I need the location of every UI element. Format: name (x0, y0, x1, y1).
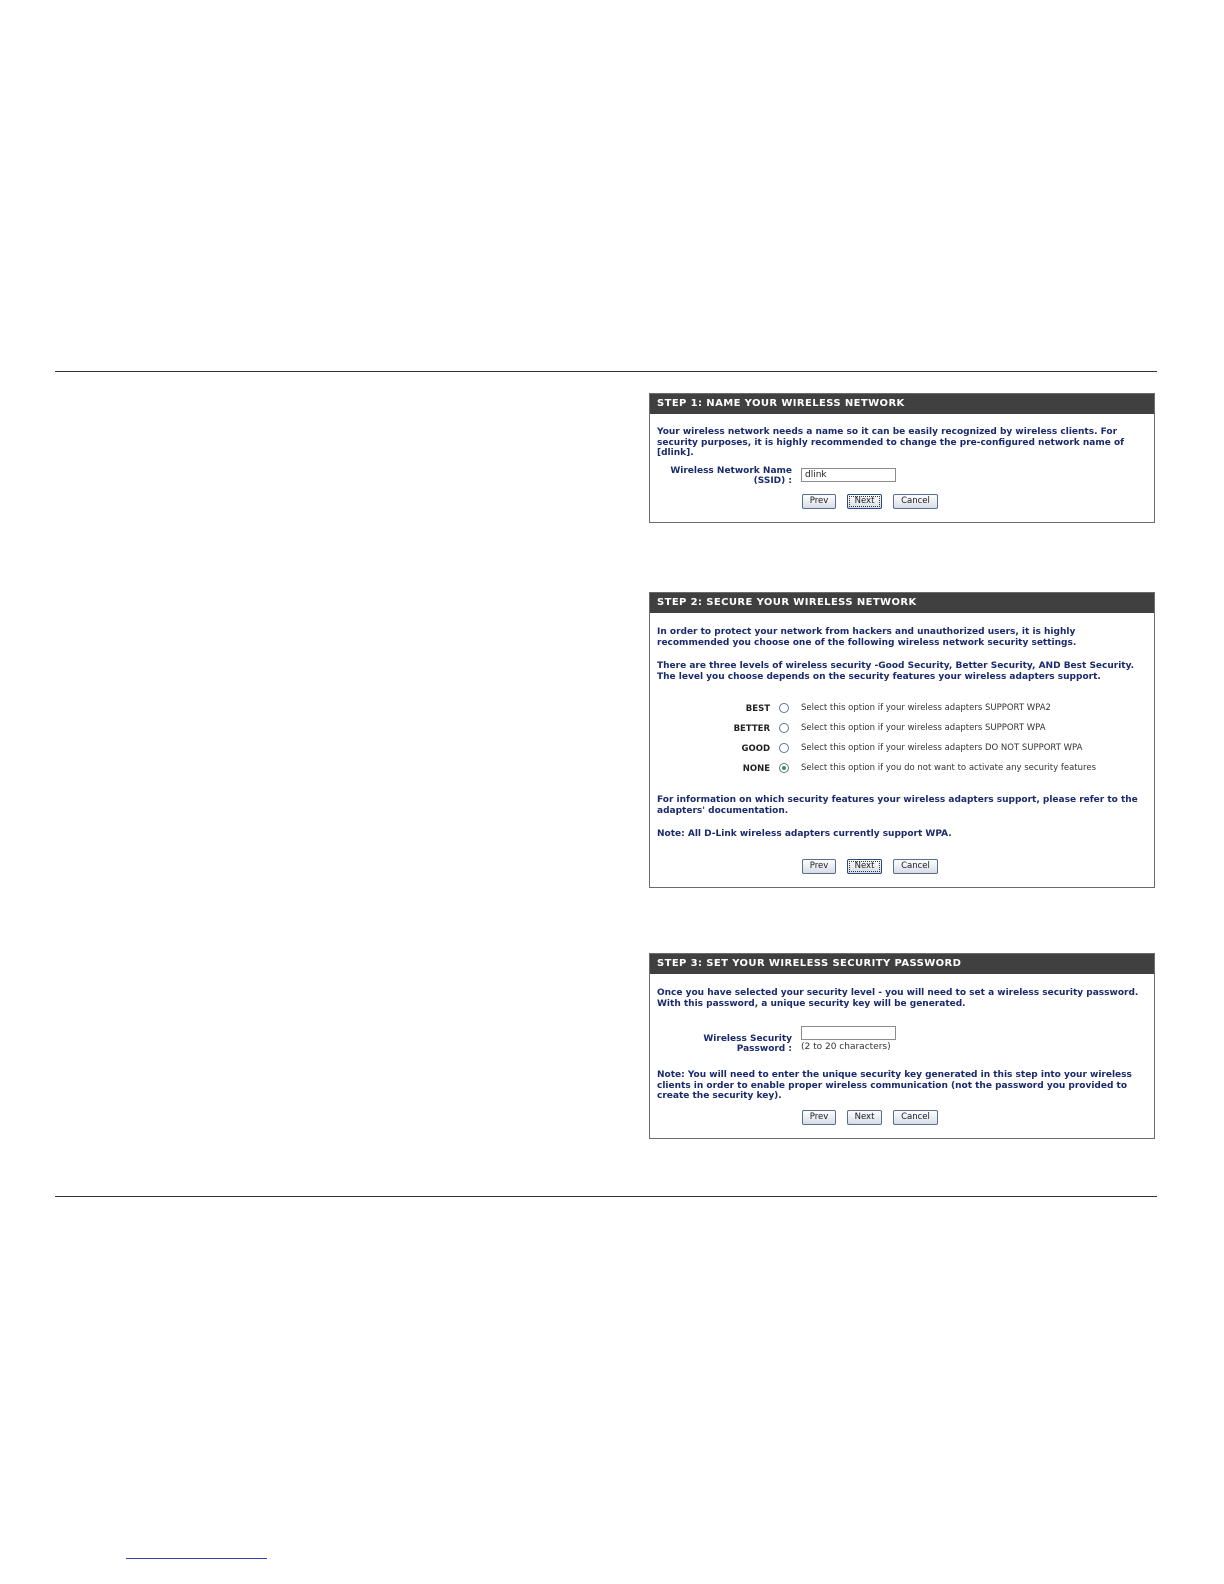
security-option-none[interactable] (650, 763, 1150, 777)
step1-panel (649, 393, 1155, 523)
step2-panel (649, 592, 1155, 888)
footer-link-underline[interactable] (126, 1558, 267, 1559)
radio-good[interactable] (779, 743, 789, 753)
step2-info-text: For information on which security features your wireless adapters support, please refer to the adapters' documentation. (657, 795, 1138, 816)
step2-intro: In order to protect your network from hackers and unauthorized users, it is highly recommended you choose one of the following wireless network security settings. (657, 627, 1077, 648)
step1-description: Your wireless network needs a name so it can be easily recognized by wireless clients. For security purposes, it is highly recommended to change the pre-configured network name of [dlink]. (657, 427, 1125, 458)
step3-title: STEP 3: SET YOUR WIRELESS SECURITY PASSWORD (650, 954, 1154, 974)
radio-better[interactable] (779, 723, 789, 733)
password-label: Wireless Security Password : (703, 1034, 792, 1054)
step2-note: Note: All D-Link wireless adapters currently support WPA. (657, 829, 952, 839)
security-option-desc: Select this option if your wireless adapters SUPPORT WPA2 (801, 703, 1051, 713)
security-option-better[interactable] (650, 723, 1150, 737)
security-option-label: GOOD (741, 744, 770, 754)
security-option-desc: Select this option if you do not want to activate any security features (801, 763, 1096, 773)
step1-cancel-button[interactable]: Cancel (893, 494, 938, 509)
step2-levels-text: There are three levels of wireless security -Good Security, Better Security, AND Best Security. The level you choose depends on the security features your wireless adapters support. (657, 661, 1135, 682)
step3-note: Note: You will need to enter the unique security key generated in this step into your wireless clients in order to enable proper wireless communication (not the password you provided to create the security key). (657, 1070, 1132, 1101)
step2-title: STEP 2: SECURE YOUR WIRELESS NETWORK (650, 593, 1154, 613)
step2-cancel-button[interactable]: Cancel (893, 859, 938, 874)
step3-next-button[interactable]: Next (847, 1110, 882, 1125)
password-hint: (2 to 20 characters) (801, 1042, 891, 1052)
top-divider (55, 371, 1157, 372)
step2-next-button[interactable]: Next (847, 859, 882, 874)
step3-cancel-button[interactable]: Cancel (893, 1110, 938, 1125)
security-option-label: BETTER (733, 724, 770, 734)
security-option-desc: Select this option if your wireless adapters DO NOT SUPPORT WPA (801, 743, 1083, 753)
security-option-label: NONE (742, 764, 770, 774)
step1-title: STEP 1: NAME YOUR WIRELESS NETWORK (650, 394, 1154, 414)
security-option-label: BEST (745, 704, 770, 714)
password-input[interactable] (801, 1026, 896, 1040)
step1-next-button[interactable]: Next (847, 494, 882, 509)
ssid-label: Wireless Network Name (SSID) : (670, 466, 792, 486)
security-option-good[interactable] (650, 743, 1150, 757)
step3-description: Once you have selected your security level - you will need to set a wireless security password. With this password, a unique security key will be generated. (657, 988, 1139, 1009)
step1-prev-button[interactable]: Prev (802, 494, 836, 509)
step3-prev-button[interactable]: Prev (802, 1110, 836, 1125)
radio-best[interactable] (779, 703, 789, 713)
security-option-best[interactable] (650, 703, 1150, 717)
radio-none[interactable] (779, 763, 789, 773)
step3-panel (649, 953, 1155, 1139)
ssid-input[interactable] (801, 468, 896, 482)
security-option-desc: Select this option if your wireless adapters SUPPORT WPA (801, 723, 1046, 733)
bottom-divider (55, 1196, 1157, 1197)
step2-prev-button[interactable]: Prev (802, 859, 836, 874)
